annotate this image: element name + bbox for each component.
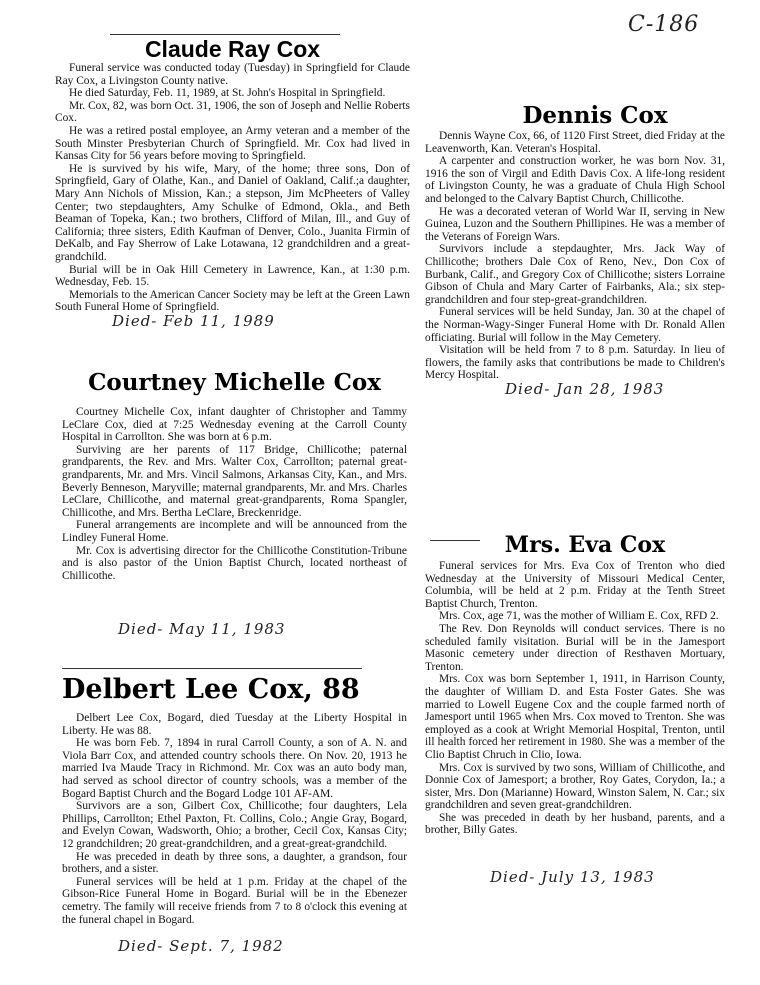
paragraph: Funeral services will be held at 1 p.m. Friday at the chapel of the Gibson-Rice Funeral Home in Bogard. Burial will be in the Ebenezer cemetry. The family will receive friends from 7 to 8 o'clock this evening at the funeral chapel in Bogard. (62, 875, 407, 926)
paragraph: Funeral services for Mrs. Eva Cox of Trenton who died Wednesday at the University of Missouri Medical Center, Columbia, will be held at 2 p.m. Friday at the Tenth Street Baptist Church, Trenton. (425, 560, 725, 610)
paragraph: Survivors include a stepdaughter, Mrs. Jack Way of Chillicothe; brothers Dale Cox of Reno, Nev., Don Cox of Burbank, Calif., and Gregory Cox of Chillicothe; sisters Lorraine Gibson of Chula and Mary Carter of Fairbanks, Ala.; six step-grandchildren and four step-great-grandchildren. (425, 243, 725, 306)
paragraph: Visitation will be held from 7 to 8 p.m. Saturday. In lieu of flowers, the family asks that contributions be made to Children's Mercy Hospital. (425, 344, 725, 382)
file-mark-handwritten: C-186 (628, 12, 700, 37)
paragraph: The Rev. Don Reynolds will conduct services. There is no scheduled family visitation. Burial will be in the Jamesport Masonic cemetery under direction of Resthaven Mortuary, Trenton. (425, 622, 725, 673)
paragraph: Courtney Michelle Cox, infant daughter of Christopher and Tammy LeClare Cox, died at 7:25 Wednesday evening at the Carroll County Hospital in Carrollton. She was born at 6 p.m. (62, 406, 407, 444)
paragraph: A carpenter and construction worker, he was born Nov. 31, 1916 the son of Virgil and Edith Davis Cox. A life-long resident of Livingston County, he was a graduate of Chula High School and belonged to the Calvary Baptist Church, Chillicothe. (425, 155, 725, 205)
paragraph: He died Saturday, Feb. 11, 1989, at St. John's Hospital in Springfield. (69, 87, 386, 100)
paragraph: Mr. Cox is advertising director for the Chillicothe Constitution-Tribune and is also pastor of the Union Baptist Church, located northeast of Chillicothe. (62, 544, 407, 582)
obituary-title: Courtney Michelle Cox (88, 369, 381, 396)
divider (62, 668, 362, 669)
paragraph: Funeral services will be held Sunday, Jan. 30 at the chapel of the Norman-Wagy-Singer Funeral Home with Dr. Ronald Allen officiating. Burial will follow in the May Cemetery. (425, 306, 725, 344)
paragraph: Burial will be in Oak Hill Cemetery in Lawrence, Kan., at 1:30 p.m. Wednesday, Feb. 15. (55, 263, 410, 289)
obituary-title: Dennis Cox (522, 102, 668, 129)
paragraph: He was born Feb. 7, 1894 in rural Carroll County, a son of A. N. and Viola Barr Cox, and attended country schools there. On Nov. 20, 1913 he married Iva Maude Tracy in Richmond. Mr. Cox was an auto body man, had served as school director of country schools, was a member of the Bogard Baptist Church and the Bogard Lodge 101 AF-AM. (62, 737, 407, 800)
obituary-body (425, 560, 725, 837)
obituary-body (55, 62, 410, 314)
handwritten-death-date: Died- July 13, 1983 (490, 868, 655, 886)
paragraph: She was preceded in death by her husband, parents, and a brother, Billy Gates. (425, 811, 725, 837)
obituary-delbert-lee-cox (62, 672, 407, 926)
divider (110, 34, 340, 35)
obituary-body (62, 406, 407, 582)
paragraph: He was a decorated veteran of World War II, serving in New Guinea, Luzon and the Southern Phillipines. He was a member of the Veterans of Foreign Wars. (425, 205, 725, 243)
handwritten-death-date: Died- Sept. 7, 1982 (118, 937, 284, 955)
paragraph: Funeral arrangements are incomplete and will be announced from the Lindley Funeral Home. (62, 519, 407, 544)
obituary-body (425, 130, 725, 382)
paragraph: Survivors are a son, Gilbert Cox, Chillicothe; four daughters, Lela Phillips, Carrollton; Ethel Paxton, Ft. Collins, Colo.; Angie Gray, Bogard, and Evelyn Cowan, Wadsworth, Ohio; a brother, Cecil Cox, Kansas City; 12 grandchildren; 20 great-grandchildren, and a great-great-grandchild. (62, 800, 407, 850)
paragraph: Mrs. Cox was born September 1, 1911, in Harrison County, the daughter of William D. and Esta Foster Gates. She was married to Lowell Eugene Cox and the couple farmed north of Jamesport until 1965 when Mrs. Cox moved to Trenton. She was employed as a cook at Wright Memorial Hospital, Trenton, until ill health forced her retirement in 1980. She was a member of the Clio Baptist Chruch in Clio, Iowa. (425, 673, 725, 761)
handwritten-death-date: Died- May 11, 1983 (118, 620, 286, 638)
obituary-title: Mrs. Eva Cox (504, 532, 666, 558)
obituary-courtney-michelle-cox (62, 368, 407, 582)
obituary-body (62, 712, 407, 926)
paragraph: Mrs. Cox is survived by two sons, William of Chillicothe, and Donnie Cox of Jamesport; a brother, Roy Gates, Corydon, Ia.; a sister, Mrs. Don (Marianne) Howard, Winston Salem, N. Car.; six grandchildren and seven great-grandchildren. (425, 761, 725, 812)
paragraph: Funeral service was conducted today (Tuesday) in Springfield for Claude Ray Cox, a Livingston County native. (55, 62, 410, 87)
obituary-dennis-cox (425, 102, 725, 382)
obituary-mrs-eva-cox (425, 530, 725, 837)
paragraph: He was preceded in death by three sons, a daughter, a grandson, four brothers, and a sister. (62, 850, 407, 876)
obituary-title: Delbert Lee Cox, 88 (62, 674, 360, 705)
paragraph: Mr. Cox, 82, was born Oct. 31, 1906, the son of Joseph and Nellie Roberts Cox. (55, 99, 410, 125)
handwritten-death-date: Died- Feb 11, 1989 (112, 312, 275, 330)
paragraph: Memorials to the American Cancer Society may be left at the Green Lawn South Funeral Home of Springfield. (55, 288, 410, 314)
paragraph: Dennis Wayne Cox, 66, of 1120 First Street, died Friday at the Leavenworth, Kan. Veteran's Hospital. (425, 130, 725, 155)
paragraph: Delbert Lee Cox, Bogard, died Tuesday at the Liberty Hospital in Liberty. He was 88. (62, 712, 407, 737)
paragraph: Surviving are her parents of 117 Bridge, Chillicothe; paternal grandparents, the Rev. and Mrs. Walter Cox, Carrollton; paternal great-grandparents, Mr. and Mrs. Vincil Salmons, Arkansas City, Kan., and Mrs. Beverly Benneson, Maryville; maternal grandparents, Mr. and Mrs. Charles LeClare, Chillicothe, and maternal great-grandparents, Roma Spangler, Chillicothe, and Mrs. Bertha LeClare, Breckenridge. (62, 443, 407, 519)
paragraph: He is survived by his wife, Mary, of the home; three sons, Don of Springfield, Gary of Olathe, Kan., and Daniel of Oakland, Calif.;a daughter, Mary Ann Nichols of Mission, Kan.; a stepson, Jim McPheeters of Valley Center; two stepdaughters, Amy Schulke of Edmond, Okla., and Beth Beaman of Topeka, Kan.; two brothers, Clifford of Milan, Ill., and Guy of California; three sisters, Edith Kaufman of Denver, Colo., Juanita Firmin of DeKalb, and Fay Sherrow of Lake Lotawana, 12 grandchildren and a great-grandchild. (55, 162, 410, 263)
handwritten-death-date: Died- Jan 28, 1983 (505, 380, 665, 398)
paragraph: He was a retired postal employee, an Army veteran and a member of the South Minster Presbyterian Church of Springfield. Mr. Cox had lived in Kansas City for 56 years before moving to Springfield. (55, 124, 410, 163)
obituary-claude-ray-cox (55, 36, 410, 314)
paragraph: Mrs. Cox, age 71, was the mother of William E. Cox, RFD 2. (439, 610, 719, 623)
obituary-title: Claude Ray Cox (144, 36, 321, 62)
